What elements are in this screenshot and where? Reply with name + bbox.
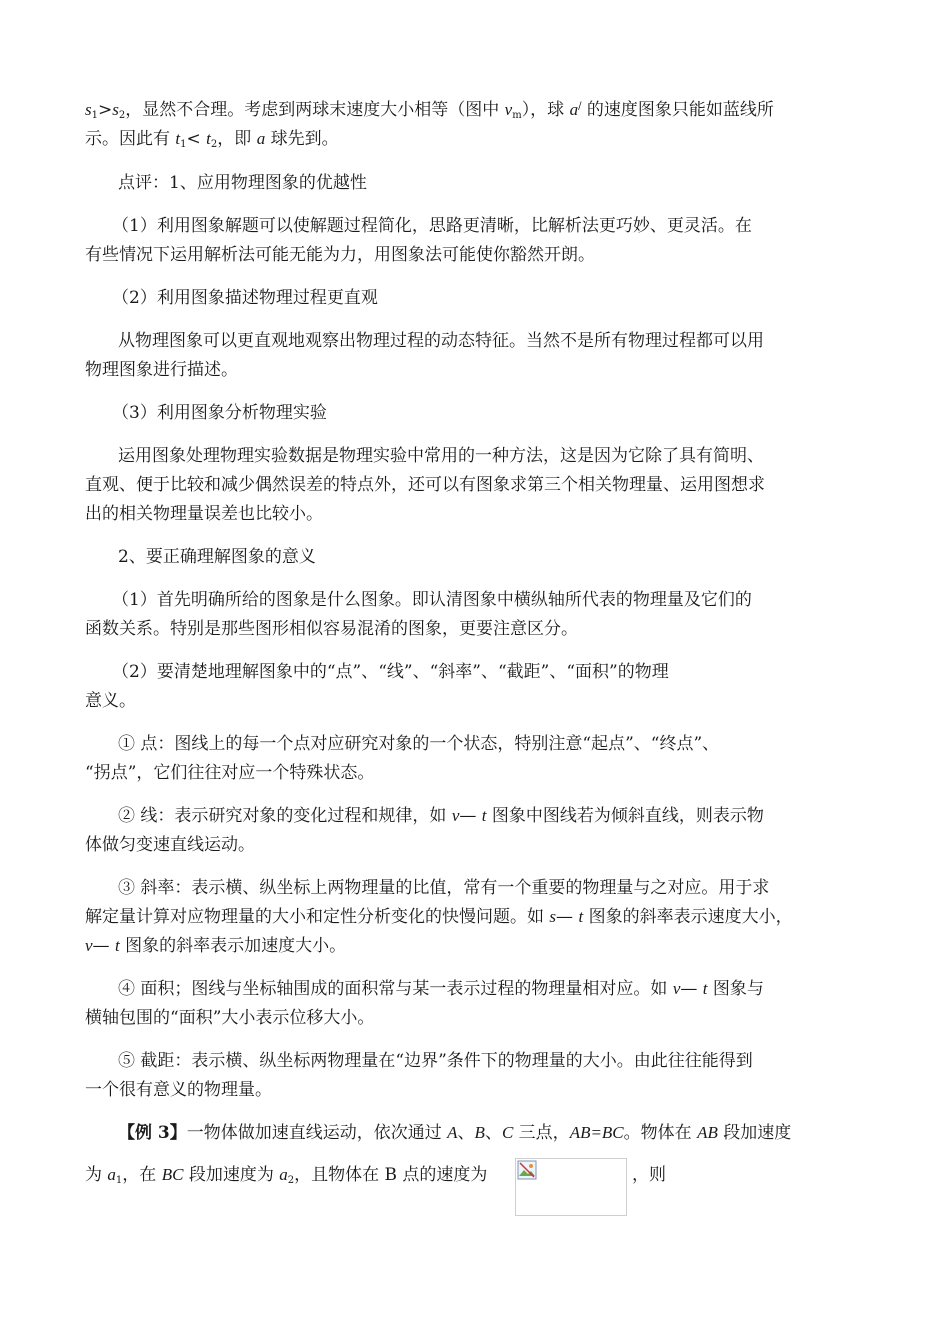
paragraph-line: （3）利用图象分析物理实验	[112, 403, 327, 423]
paragraph-line: 有些情况下运用解析法可能无能为力，用图象法可能使你豁然开朗。	[85, 245, 595, 265]
text: 为	[85, 1165, 108, 1185]
var-a: a	[256, 129, 266, 148]
text: 图象的斜率表示速度大小，	[583, 907, 793, 927]
paragraph-line: 直观、便于比较和减少偶然误差的特点外，还可以有图象求第三个相关物理量、运用图想求	[85, 475, 765, 495]
equation: AB=BC	[569, 1123, 624, 1142]
text: —	[459, 806, 482, 826]
text: —	[680, 979, 703, 999]
section-heading: 2、要正确理解图象的意义	[118, 547, 316, 567]
paragraph-line	[85, 906, 793, 928]
var-a: a	[107, 1165, 116, 1184]
var-BC: BC	[161, 1165, 184, 1184]
var-s: s	[85, 100, 92, 119]
paragraph-line	[85, 99, 774, 121]
text: 段加速度	[717, 1123, 792, 1143]
paragraph-line: 横轴包围的“面积”大小表示位移大小。	[85, 1008, 375, 1028]
text: ② 线：表示研究对象的变化过程和规律，如	[118, 806, 452, 826]
text: <	[186, 129, 207, 149]
paragraph-line: 物理图象进行描述。	[85, 360, 238, 380]
text: 图象中图线若为倾斜直线，则表示物	[486, 806, 764, 826]
superscript: /	[578, 101, 582, 112]
text: ），球	[521, 100, 570, 120]
var-A: A	[447, 1123, 458, 1142]
subscript: 1	[115, 1175, 123, 1186]
text: —	[92, 936, 115, 956]
var-t: t	[702, 979, 708, 998]
subscript: 1	[91, 110, 98, 121]
paragraph-line	[118, 978, 764, 1000]
text: ④ 面积；图线与坐标轴围成的面积常与某一表示过程的物理量相对应。如	[118, 979, 673, 999]
text: 解定量计算对应物理量的大小和定性分析变化的快慢问题。如	[85, 907, 550, 927]
text: —	[556, 907, 579, 927]
text: 。物体在	[623, 1123, 698, 1143]
paragraph-line: ⑤ 截距：表示横、纵坐标两物理量在“边界”条件下的物理量的大小。由此往往能得到	[118, 1051, 753, 1071]
paragraph-line: ① 点：图线上的每一个点对应研究对象的一个状态，特别注意“起点”、“终点”、	[118, 734, 720, 754]
text: ，即	[217, 129, 257, 149]
var-a: a	[279, 1165, 288, 1184]
broken-image-icon	[517, 1160, 537, 1180]
text: 、	[484, 1123, 502, 1143]
var-s: s	[112, 100, 119, 119]
var-v: v	[672, 979, 681, 998]
paragraph-line	[85, 935, 346, 957]
var-t: t	[481, 806, 487, 825]
paragraph-line	[85, 128, 339, 150]
var-t: t	[206, 129, 211, 148]
paragraph-line: （1）利用图象解题可以使解题过程简化，思路更清晰，比解析法更巧妙、更灵活。在	[112, 216, 752, 236]
text: ，且物体在 B 点的速度为	[294, 1165, 488, 1185]
text: 、	[457, 1123, 475, 1143]
text: 的速度图象只能如蓝线所	[581, 100, 774, 120]
text: ，在	[122, 1165, 162, 1185]
paragraph-line: 函数关系。特别是那些图形相似容易混淆的图象，更要注意区分。	[85, 619, 578, 639]
subscript: 2	[210, 139, 218, 150]
example-label: 【例 3】	[118, 1123, 187, 1143]
paragraph-line: 从物理图象可以更直观地观察出物理过程的动态特征。当然不是所有物理过程都可以用	[118, 331, 764, 351]
broken-image	[515, 1158, 627, 1216]
var-C: C	[501, 1123, 514, 1142]
example-line	[118, 1122, 791, 1144]
text: ，则	[632, 1165, 666, 1185]
paragraph-line: ③ 斜率：表示横、纵坐标上两物理量的比值，常有一个重要的物理量与之对应。用于求	[118, 878, 770, 898]
text: 球先到。	[265, 129, 339, 149]
var-v: v	[504, 100, 513, 119]
subscript: 2	[118, 110, 126, 121]
paragraph-line: （2）要清楚地理解图象中的“点”、“线”、“斜率”、“截距”、“面积”的物理	[112, 662, 669, 682]
var-s: s	[549, 907, 557, 926]
paragraph-line: （1）首先明确所给的图象是什么图象。即认清图象中横纵轴所代表的物理量及它们的	[112, 590, 752, 610]
paragraph-line: 意义。	[85, 691, 136, 711]
var-B: B	[474, 1123, 485, 1142]
subscript: 2	[287, 1175, 295, 1186]
var-t: t	[175, 129, 181, 148]
var-AB: AB	[697, 1123, 718, 1142]
paragraph-line: “拐点”，它们往往对应一个特殊状态。	[85, 763, 375, 783]
section-heading: 点评：1、应用物理图象的优越性	[118, 173, 367, 193]
var-v: v	[451, 806, 460, 825]
paragraph-line	[118, 805, 764, 827]
text: 示。因此有	[85, 129, 176, 149]
subscript: m	[512, 110, 522, 121]
text: 段加速度为	[183, 1165, 280, 1185]
var-a: a	[569, 100, 579, 119]
paragraph-line: 一个很有意义的物理量。	[85, 1080, 272, 1100]
paragraph-line: 运用图象处理物理实验数据是物理实验中常用的一种方法，这是因为它除了具有简明、	[118, 446, 764, 466]
example-line	[85, 1164, 487, 1186]
paragraph-line: 体做匀变速直线运动。	[85, 835, 255, 855]
paragraph-line: 出的相关物理量误差也比较小。	[85, 504, 323, 524]
var-v: v	[85, 936, 93, 955]
var-t: t	[578, 907, 584, 926]
text: 三点，	[513, 1123, 570, 1143]
var-t: t	[114, 936, 120, 955]
text: ，显然不合理。考虑到两球末速度大小相等（图中	[125, 100, 505, 120]
text: >	[98, 100, 113, 120]
text: 一物体做加速直线运动，依次通过	[186, 1123, 448, 1143]
text: 图象与	[707, 979, 764, 999]
text: 图象的斜率表示加速度大小。	[119, 936, 347, 956]
subscript: 1	[180, 139, 187, 150]
paragraph-line: （2）利用图象描述物理过程更直观	[112, 288, 378, 308]
